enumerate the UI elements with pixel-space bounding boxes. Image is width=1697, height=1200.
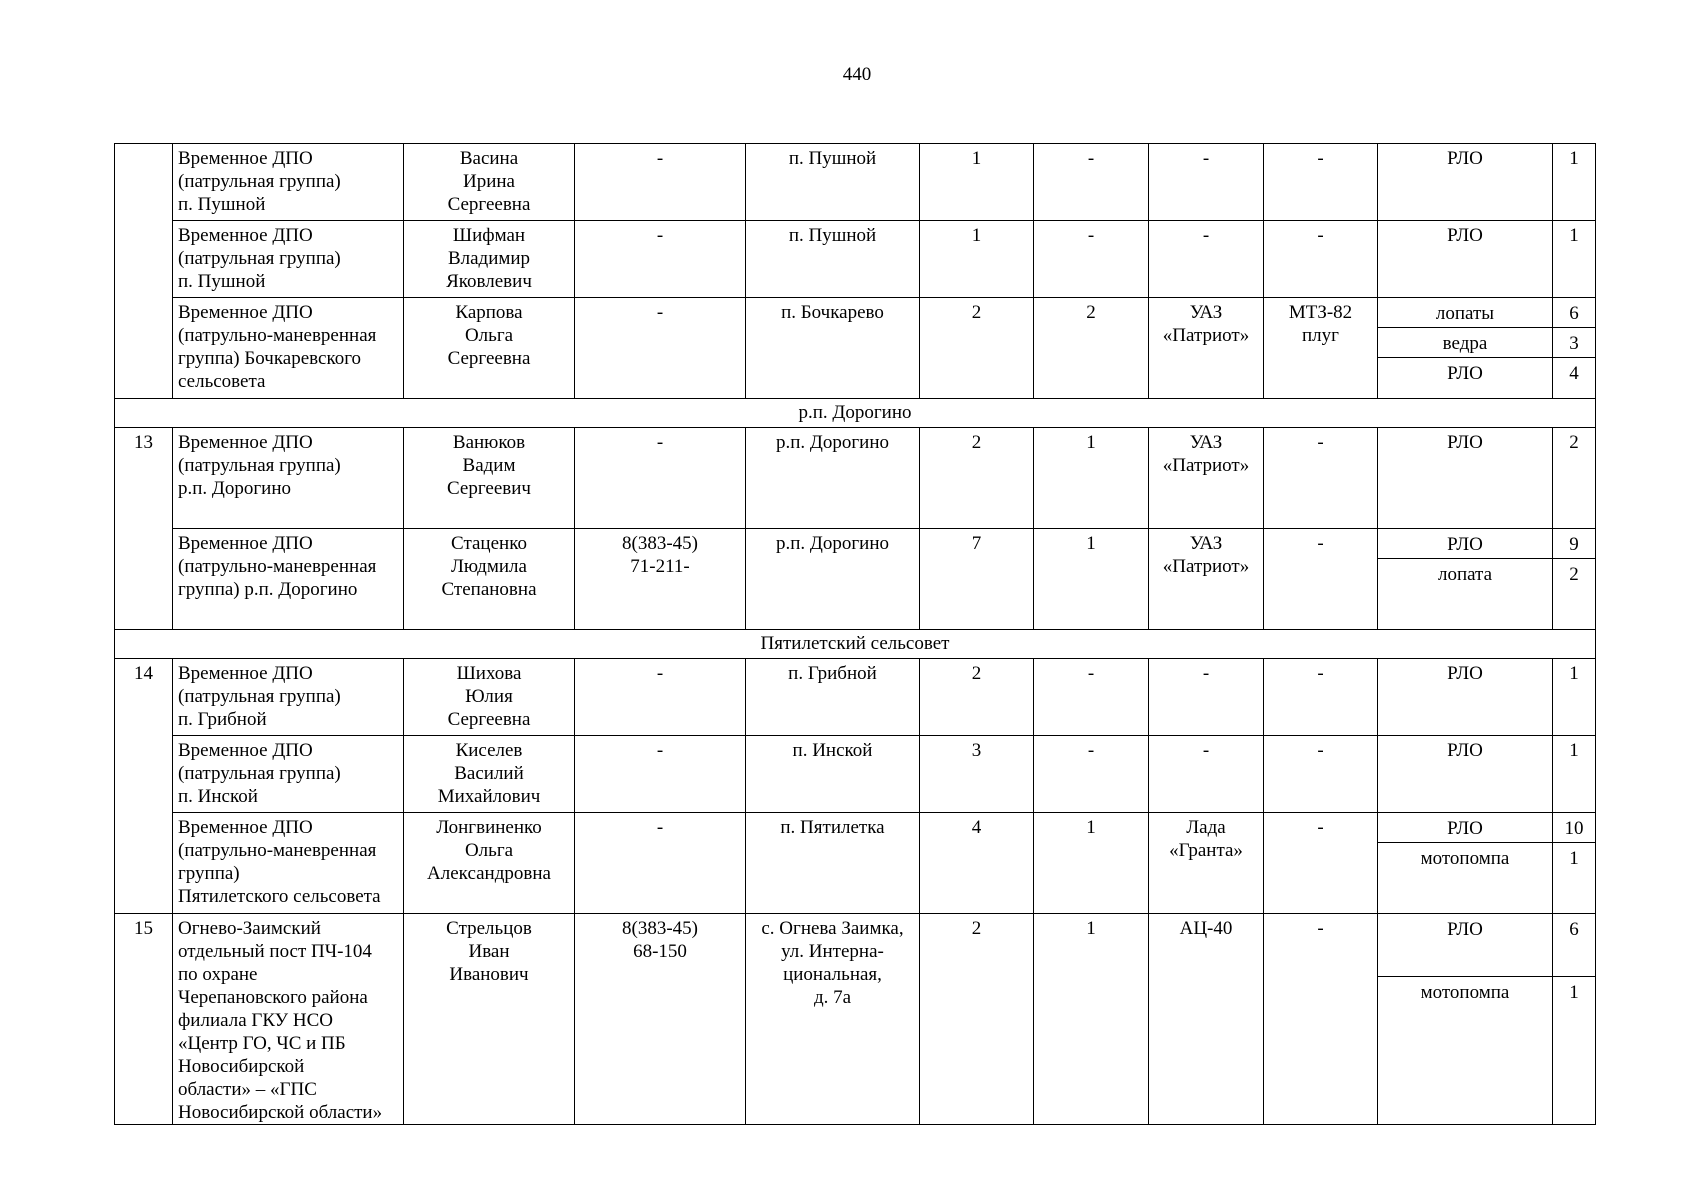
row-number: 13 [115,428,173,630]
equipment-name: РЛО [1378,659,1553,736]
head-name: Ванюков Вадим Сергеевич [404,428,575,529]
equipment-qty: 1 [1553,144,1596,221]
equipment-qty: 1 [1553,659,1596,736]
unit-name: Огнево-Заимский отдельный пост ПЧ-104 по охране Черепановского района филиала ГКУ НСО «Центр ГО, ЧС и ПБ Новосибирской области» – «ГПС Новосибирской области» [173,914,404,1125]
location: с. Огнева Заимка, ул. Интерна- циональная, д. 7а [746,914,920,1125]
other-vehicle: - [1264,221,1378,298]
people-count: 2 [920,428,1034,529]
phone: 8(383-45) 68-150 [575,914,746,1125]
equipment-name: РЛО [1378,358,1553,399]
tech-count: - [1034,221,1149,298]
equipment-name: РЛО [1378,813,1553,843]
table-row [115,144,1596,221]
head-name: Васина Ирина Сергеевна [404,144,575,221]
phone: - [575,298,746,399]
dpo-table [114,143,1596,1125]
table-row [115,221,1596,298]
equipment-name: мотопомпа [1378,976,1553,1124]
unit-name: Временное ДПО (патрульная группа) п. Инской [173,736,404,813]
section-title: р.п. Дорогино [115,399,1596,428]
equipment-qty: 3 [1553,328,1596,358]
other-vehicle: - [1264,659,1378,736]
head-name: Шифман Владимир Яковлевич [404,221,575,298]
phone: - [575,428,746,529]
equipment-qty: 1 [1553,221,1596,298]
people-count: 2 [920,659,1034,736]
equipment-qty: 9 [1553,529,1596,559]
vehicle: УАЗ «Патриот» [1149,529,1264,630]
table-row [115,736,1596,813]
other-vehicle: - [1264,736,1378,813]
location: п. Пушной [746,144,920,221]
table-row [115,529,1596,559]
phone: - [575,813,746,914]
section-row [115,399,1596,428]
equipment-qty: 1 [1553,843,1596,914]
equipment-name: РЛО [1378,144,1553,221]
people-count: 1 [920,221,1034,298]
unit-name: Временное ДПО (патрульная группа) п. Пушной [173,144,404,221]
other-vehicle: - [1264,529,1378,630]
unit-name: Временное ДПО (патрульно-маневренная группа) р.п. Дорогино [173,529,404,630]
people-count: 4 [920,813,1034,914]
people-count: 2 [920,914,1034,1125]
head-name: Стрельцов Иван Иванович [404,914,575,1125]
equipment-qty: 6 [1553,914,1596,977]
equipment-name: лопата [1378,559,1553,630]
location: р.п. Дорогино [746,428,920,529]
phone: - [575,144,746,221]
table-row [115,428,1596,529]
location: р.п. Дорогино [746,529,920,630]
section-title: Пятилетский сельсовет [115,630,1596,659]
people-count: 1 [920,144,1034,221]
tech-count: 1 [1034,428,1149,529]
tech-count: 2 [1034,298,1149,399]
vehicle: АЦ-40 [1149,914,1264,1125]
phone: - [575,659,746,736]
phone: - [575,736,746,813]
tech-count: - [1034,659,1149,736]
head-name: Лонгвиненко Ольга Александровна [404,813,575,914]
unit-name: Временное ДПО (патрульная группа) п. Пушной [173,221,404,298]
row-number [115,144,173,399]
other-vehicle: МТЗ-82 плуг [1264,298,1378,399]
unit-name: Временное ДПО (патрульно-маневренная группа) Пятилетского сельсовета [173,813,404,914]
tech-count: 1 [1034,529,1149,630]
location: п. Пятилетка [746,813,920,914]
row-number: 15 [115,914,173,1125]
location: п. Грибной [746,659,920,736]
vehicle: - [1149,659,1264,736]
head-name: Стаценко Людмила Степановна [404,529,575,630]
equipment-name: РЛО [1378,914,1553,977]
head-name: Киселев Василий Михайлович [404,736,575,813]
other-vehicle: - [1264,428,1378,529]
table-row [115,298,1596,328]
unit-name: Временное ДПО (патрульная группа) р.п. Дорогино [173,428,404,529]
table-row [115,659,1596,736]
vehicle: УАЗ «Патриот» [1149,298,1264,399]
tech-count: - [1034,736,1149,813]
vehicle: - [1149,144,1264,221]
vehicle: УАЗ «Патриот» [1149,428,1264,529]
equipment-name: РЛО [1378,221,1553,298]
equipment-qty: 10 [1553,813,1596,843]
other-vehicle: - [1264,144,1378,221]
location: п. Инской [746,736,920,813]
tech-count: 1 [1034,813,1149,914]
equipment-qty: 2 [1553,559,1596,630]
page-number: 440 [842,64,872,85]
vehicle: - [1149,221,1264,298]
phone: - [575,221,746,298]
equipment-qty: 1 [1553,736,1596,813]
equipment-name: лопаты [1378,298,1553,328]
location: п. Пушной [746,221,920,298]
equipment-qty: 1 [1553,976,1596,1124]
location: п. Бочкарево [746,298,920,399]
equipment-qty: 4 [1553,358,1596,399]
vehicle: - [1149,736,1264,813]
unit-name: Временное ДПО (патрульно-маневренная группа) Бочкаревского сельсовета [173,298,404,399]
tech-count: 1 [1034,914,1149,1125]
equipment-name: РЛО [1378,428,1553,529]
unit-name: Временное ДПО (патрульная группа) п. Грибной [173,659,404,736]
other-vehicle: - [1264,813,1378,914]
equipment-qty: 2 [1553,428,1596,529]
head-name: Карпова Ольга Сергеевна [404,298,575,399]
table-row [115,813,1596,843]
tech-count: - [1034,144,1149,221]
people-count: 3 [920,736,1034,813]
other-vehicle: - [1264,914,1378,1125]
people-count: 2 [920,298,1034,399]
equipment-name: ведра [1378,328,1553,358]
head-name: Шихова Юлия Сергеевна [404,659,575,736]
section-row [115,630,1596,659]
row-number: 14 [115,659,173,914]
table-row [115,914,1596,977]
people-count: 7 [920,529,1034,630]
equipment-name: РЛО [1378,736,1553,813]
equipment-name: мотопомпа [1378,843,1553,914]
equipment-qty: 6 [1553,298,1596,328]
equipment-name: РЛО [1378,529,1553,559]
vehicle: Лада «Гранта» [1149,813,1264,914]
phone: 8(383-45) 71-211- [575,529,746,630]
